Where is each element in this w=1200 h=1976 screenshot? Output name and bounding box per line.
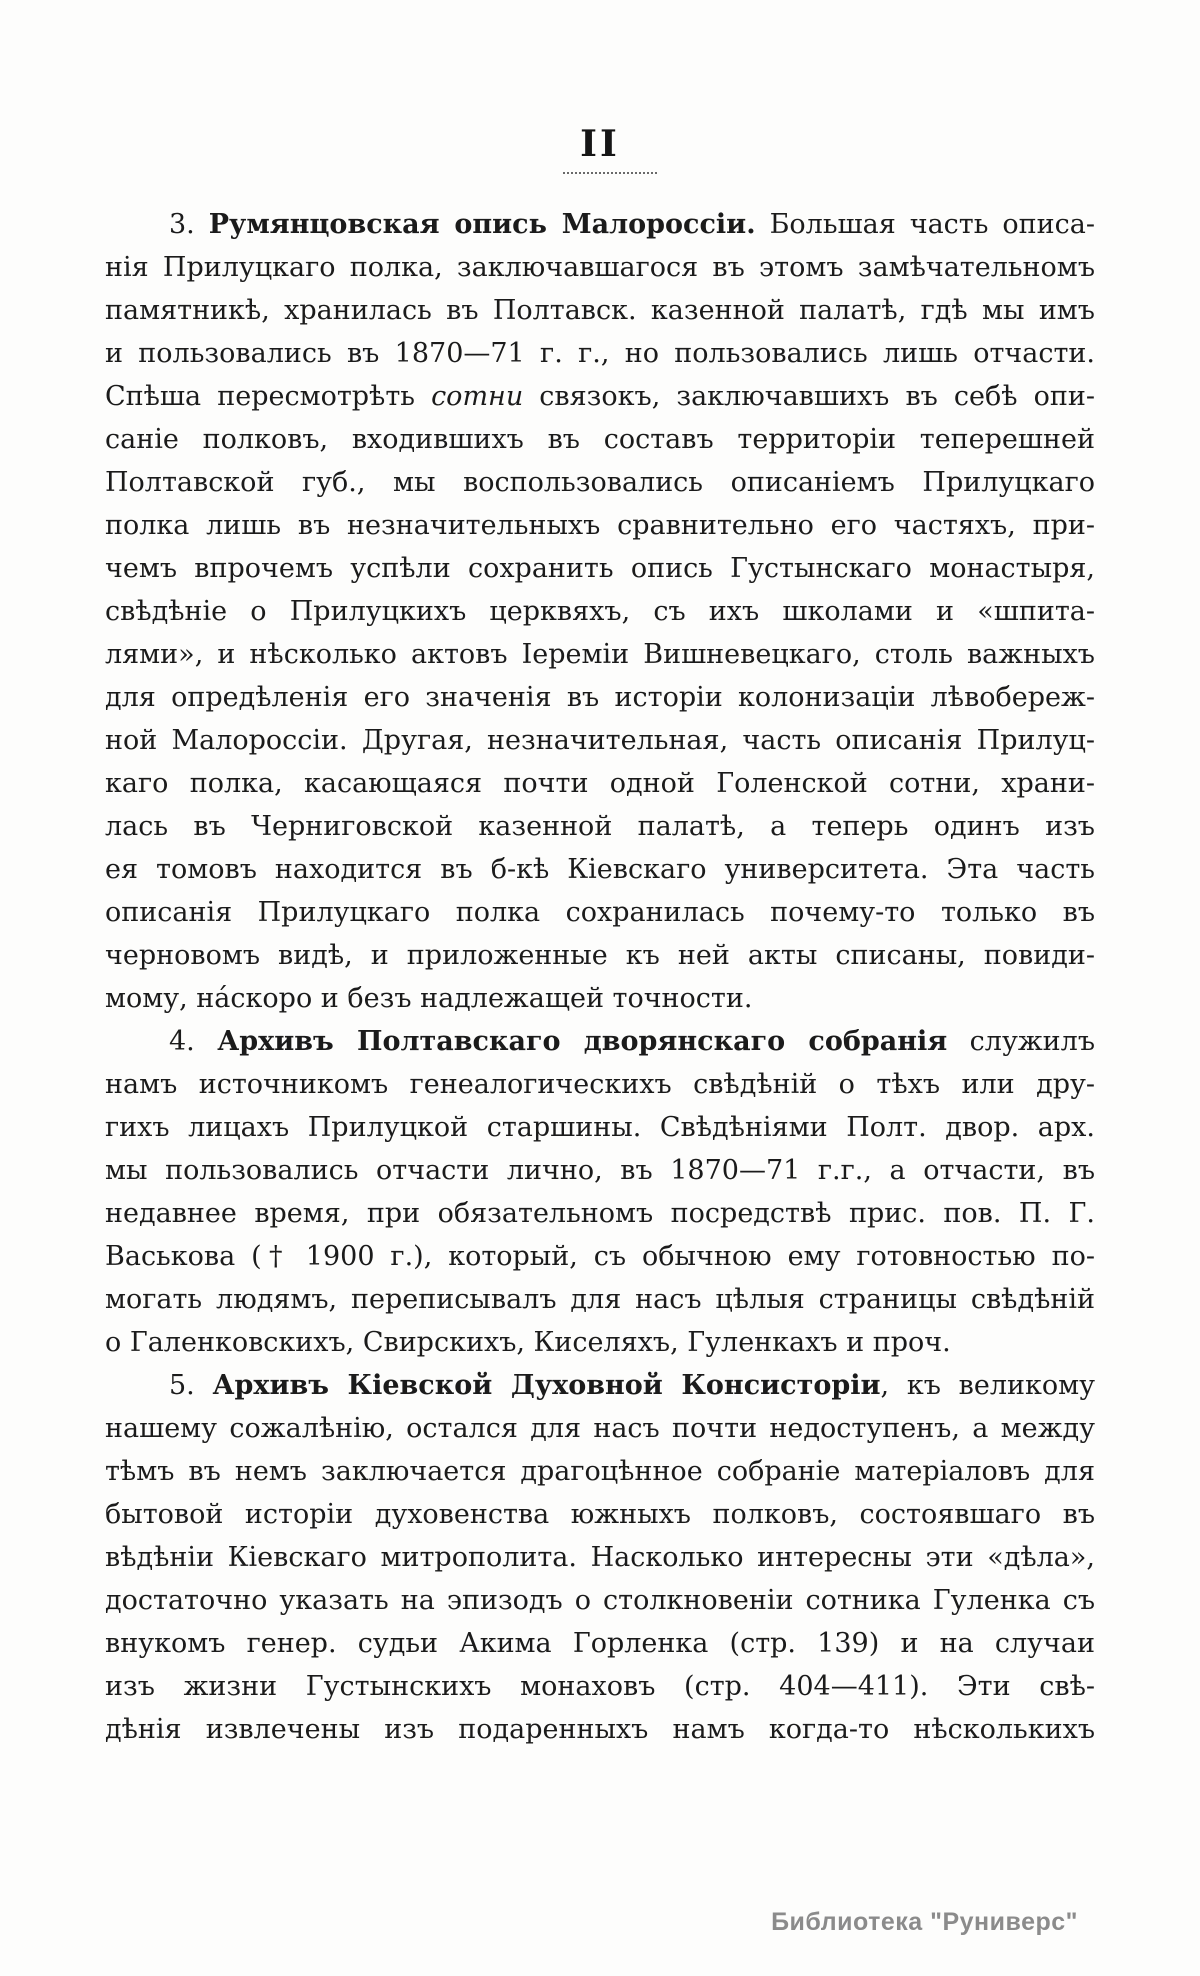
- text-line: [105, 848, 1095, 891]
- text-segment: ной Малороссіи. Другая, незначительная, часть описанія Прилуц-: [105, 725, 1095, 756]
- text-line: [105, 633, 1095, 676]
- text-line: [105, 547, 1095, 590]
- text-segment: 4.: [169, 1026, 218, 1057]
- text-segment: дѣнія извлечены изъ подаренныхъ намъ когда-то нѣсколькихъ: [105, 1714, 1095, 1745]
- text-line: [105, 246, 1095, 289]
- text-segment: , къ великому: [880, 1370, 1095, 1401]
- text-line: [105, 1450, 1095, 1493]
- text-segment: связокъ, заключавшихъ въ себѣ опи-: [523, 381, 1095, 412]
- page-number: II: [580, 123, 620, 165]
- text-segment: тѣмъ въ немъ заключается драгоцѣнное собраніе матеріаловъ для: [105, 1456, 1095, 1487]
- text-line: [105, 1579, 1095, 1622]
- text-segment: описанія Прилуцкаго полка сохранилась почему-то только въ: [105, 897, 1095, 928]
- text-segment: для опредѣленія его значенія въ исторіи колонизаціи лѣвобереж-: [105, 682, 1095, 713]
- text-line: [105, 934, 1095, 977]
- text-line: [105, 1536, 1095, 1579]
- text-segment: ея томовъ находится въ б-кѣ Кіевскаго университета. Эта часть: [105, 854, 1095, 885]
- text-segment: саніе полковъ, входившихъ въ составъ территоріи теперешней: [105, 424, 1095, 455]
- text-segment: 5.: [169, 1370, 213, 1401]
- page-body: [105, 203, 1095, 1751]
- text-segment: лась въ Черниговской казенной палатѣ, а теперь одинъ изъ: [105, 811, 1095, 842]
- text-segment: недавнее время, при обязательномъ посредствѣ прис. пов. П. Г.: [105, 1198, 1095, 1229]
- text-segment: и пользовались въ 1870—71 г. г., но пользовались лишь отчасти.: [105, 338, 1095, 369]
- text-line: [105, 1106, 1095, 1149]
- text-segment: нія Прилуцкаго полка, заключавшагося въ этомъ замѣчательномъ: [105, 252, 1095, 283]
- italic-text-segment: сотни: [431, 381, 524, 412]
- text-segment: достаточно указать на эпизодъ о столкновеніи сотника Гуленка съ: [105, 1585, 1095, 1616]
- text-line: [105, 891, 1095, 934]
- text-segment: мы пользовались отчасти лично, въ 1870—71 г.г., а отчасти, въ: [105, 1155, 1095, 1186]
- text-line: [105, 461, 1095, 504]
- text-segment: могать людямъ, переписывалъ для насъ цѣлыя страницы свѣдѣній: [105, 1284, 1095, 1315]
- text-segment: полка лишь въ незначительныхъ сравнительно его частяхъ, при-: [105, 510, 1095, 541]
- text-line: [105, 1622, 1095, 1665]
- text-line: [105, 504, 1095, 547]
- text-line: [105, 977, 1095, 1020]
- text-segment: вѣдѣніи Кіевскаго митрополита. Насколько интересны эти «дѣла»,: [105, 1542, 1095, 1573]
- text-line: [105, 1407, 1095, 1450]
- text-line: [105, 1063, 1095, 1106]
- text-line: [105, 1665, 1095, 1708]
- text-segment: служилъ: [947, 1026, 1095, 1057]
- header-underline: [563, 172, 657, 174]
- text-segment: Большая часть описа-: [755, 209, 1095, 240]
- text-line: [105, 1364, 1095, 1407]
- paragraph: [105, 1020, 1095, 1364]
- text-line: [105, 418, 1095, 461]
- text-segment: свѣдѣніе о Прилуцкихъ церквяхъ, съ ихъ школами и «шпита-: [105, 596, 1095, 627]
- text-segment: о Галенковскихъ, Свирскихъ, Киселяхъ, Гуленкахъ и проч.: [105, 1327, 951, 1358]
- paragraph: [105, 203, 1095, 1020]
- bold-text-segment: Румянцовская опись Малороссіи.: [208, 209, 756, 240]
- text-segment: изъ жизни Густынскихъ монаховъ (стр. 404—411). Эти свѣ-: [105, 1671, 1095, 1702]
- text-segment: Васькова († 1900 г.), который, съ обычною ему готовностью по-: [105, 1241, 1095, 1272]
- page-header: [0, 123, 1200, 165]
- text-segment: нашему сожалѣнію, остался для насъ почти недоступенъ, а между: [105, 1413, 1095, 1444]
- text-line: [105, 1235, 1095, 1278]
- text-line: [105, 1192, 1095, 1235]
- text-line: [105, 1020, 1095, 1063]
- library-watermark: Библиотека "Руниверс": [771, 1908, 1078, 1936]
- text-line: [105, 332, 1095, 375]
- text-line: [105, 1149, 1095, 1192]
- paragraph: [105, 1364, 1095, 1751]
- text-line: [105, 719, 1095, 762]
- text-segment: мому, на́скоро и безъ надлежащей точности.: [105, 983, 753, 1014]
- text-line: [105, 1493, 1095, 1536]
- text-line: [105, 375, 1095, 418]
- text-segment: Спѣша пересмотрѣть: [105, 381, 432, 412]
- text-line: [105, 805, 1095, 848]
- text-segment: гихъ лицахъ Прилуцкой старшины. Свѣдѣніями Полт. двор. арх.: [105, 1112, 1095, 1143]
- text-segment: бытовой исторіи духовенства южныхъ полковъ, состоявшаго въ: [105, 1499, 1095, 1530]
- text-segment: намъ источникомъ генеалогическихъ свѣдѣній о тѣхъ или дру-: [105, 1069, 1095, 1100]
- bold-text-segment: Архивъ Полтавскаго дворянскаго собранія: [217, 1026, 948, 1057]
- text-line: [105, 1321, 1095, 1364]
- text-line: [105, 676, 1095, 719]
- text-line: [105, 1278, 1095, 1321]
- bold-text-segment: Архивъ Кіевской Духовной Консисторіи: [212, 1370, 881, 1401]
- text-line: [105, 289, 1095, 332]
- text-segment: Полтавской губ., мы воспользовались описаніемъ Прилуцкаго: [105, 467, 1095, 498]
- text-segment: внукомъ генер. судьи Акима Горленка (стр. 139) и на случаи: [105, 1628, 1095, 1659]
- text-line: [105, 762, 1095, 805]
- text-segment: черновомъ видѣ, и приложенные къ ней акты списаны, повиди-: [105, 940, 1095, 971]
- text-line: [105, 1708, 1095, 1751]
- text-segment: каго полка, касающаяся почти одной Голенской сотни, храни-: [105, 768, 1095, 799]
- text-line: [105, 590, 1095, 633]
- text-segment: чемъ впрочемъ успѣли сохранить опись Густынскаго монастыря,: [105, 553, 1095, 584]
- text-line: [105, 203, 1095, 246]
- text-segment: лями», и нѣсколько актовъ Іереміи Вишневецкаго, столь важныхъ: [105, 639, 1095, 670]
- text-segment: 3.: [169, 209, 209, 240]
- text-segment: памятникѣ, хранилась въ Полтавск. казенной палатѣ, гдѣ мы имъ: [105, 295, 1095, 326]
